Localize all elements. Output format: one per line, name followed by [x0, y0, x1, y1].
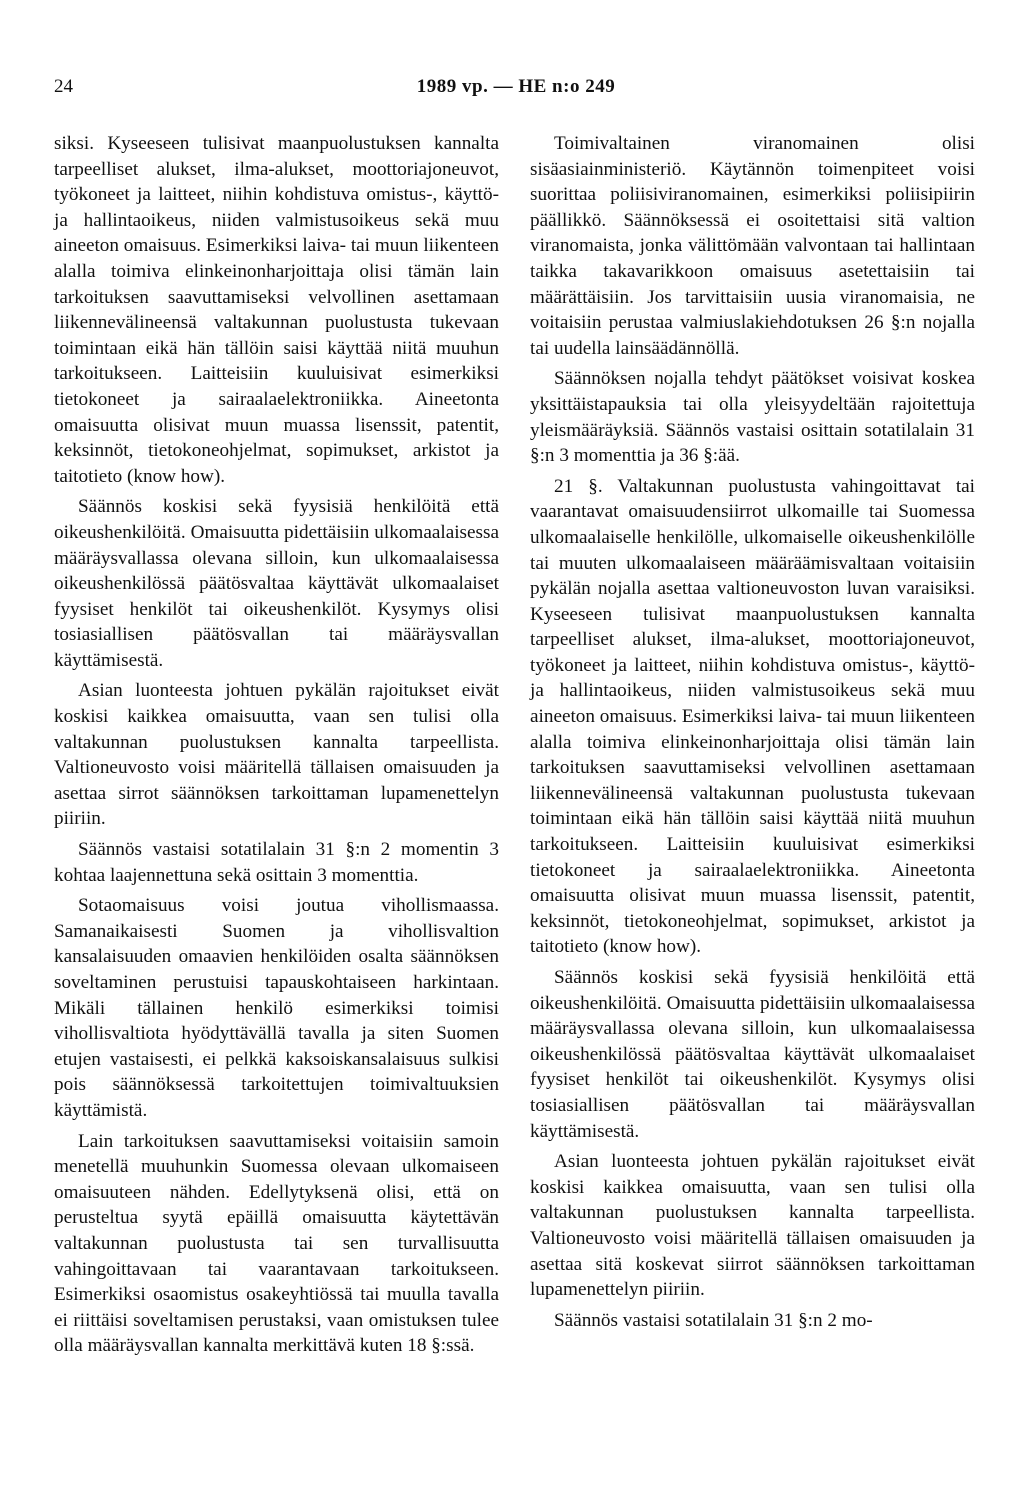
- paragraph: Sotaomaisuus voisi joutua vihollismaassa. Samanaikaisesti Suomen ja vihollisvaltion kansalaisuuden omaavien henkilöiden osalta säännöksen soveltaminen perustuisi tapauskohtaiseen harkintaan. Mikäli tällainen henkilö esimerkiksi toimisi vihollisvaltiota hyödyttävällä tavalla ja siten Suomen etujen vastaisesti, ei pelkkä kaksoiskansalaisuus sulkisi pois säännöksessä tarkoitettujen toimivaltuuksien käyttämistä.: [54, 895, 499, 1121]
- paragraph: Toimivaltainen viranomainen olisi sisäasiainministeriö. Käytännön toimenpiteet voisi suorittaa poliisiviranomainen, esimerkiksi poliisipiirin päällikkö. Säännöksessä ei osoitettaisi sitä valtion viranomaista, jonka välittömään valvontaan tai hallintaan taikka takavarikkoon omaisuus asetettaisiin tai määrättäisiin. Jos tarvittaisiin uusia viranomaisia, ne voitaisiin perustaa valmiuslakiehdotuksen 26 §:n nojalla tai uudella lainsäädännöllä.: [530, 133, 975, 359]
- paragraph: Säännös koskisi sekä fyysisiä henkilöitä että oikeushenkilöitä. Omaisuutta pidettäisiin ulkomaalaisessa määräysvallassa olevana silloin, kun ulkomaalaisessa oikeushenkilössä päätösvaltaa käyttävät ulkomaalaiset fyysiset henkilöt tai oikeushenkilöt. Kysymys olisi tosiasiallisen päätösvallan tai määräysvallan käyttämisestä.: [530, 967, 975, 1142]
- document-reference: 1989 vp. — HE n:o 249: [416, 76, 616, 97]
- page-number: 24: [54, 76, 73, 97]
- page-header: [54, 76, 978, 106]
- paragraph: Asian luonteesta johtuen pykälän rajoitukset eivät koskisi kaikkea omaisuutta, vaan sen tulisi olla valtakunnan puolustuksen kannalta tarpeellista. Valtioneuvosto voisi määritellä tällaisen omaisuuden ja asettaa sirrot säännöksen tarkoittaman lupamenettelyn piiriin.: [54, 680, 499, 830]
- paragraph: Säännös koskisi sekä fyysisiä henkilöitä että oikeushenkilöitä. Omaisuutta pidettäisiin ulkomaalaisessa määräysvallassa olevana silloin, kun ulkomaalaisessa oikeushenkilössä päätösvaltaa käyttävät ulkomaalaiset fyysiset henkilöt tai oikeushenkilöt. Kysymys olisi tosiasiallisen päätösvallan tai määräysvallan käyttämisestä.: [54, 496, 499, 671]
- paragraph: Säännös vastaisi sotatilalain 31 §:n 2 momentin 3 kohtaa laajennettuna sekä osittain 3 momenttia.: [54, 839, 499, 886]
- paragraph: Säännöksen nojalla tehdyt päätökset voisivat koskea yksittäistapauksia tai olla yleisyydeltään rajoitettuja yleismääräyksiä. Säännös vastaisi osittain sotatilalain 31 §:n 3 momenttia ja 36 §:ää.: [530, 368, 975, 467]
- left-column: [54, 131, 499, 1364]
- paragraph: 21 §. Valtakunnan puolustusta vahingoittavat tai vaarantavat omaisuudensiirrot ulkomaille tai Suomessa ulkomaalaiselle henkilölle, ulkomaiselle oikeushenkilölle tai muuten ulkomaalaiseen määräämisvaltaan voitaisiin pykälän nojalla asettaa valtioneuvoston luvan varaisiksi. Kyseeseen tulisivat maanpuolustuksen kannalta tarpeelliset alukset, ilma-alukset, moottoriajoneuvot, työkoneet ja laitteet, niihin kohdistuva omistus-, käyttö- ja hallintaoikeus, niiden valmistusoikeus sekä muu aineeton omaisuus. Esimerkiksi laiva- tai muun liikenteen alalla toimiva elinkeinonharjoittaja olisi tämän lain tarkoituksen saavuttamiseksi velvollinen asettamaan liikennevälineensä valtakunnan puolustusta tukevaan toimintaan eikä hän tällöin saisi käyttää niitä muuhun tarkoitukseen. Laitteisiin kuuluisivat esimerkiksi tietokoneet ja sairaalaelektroniikka. Aineetonta omaisuutta olisivat muun muassa lisenssit, patentit, keksinnöt, tietokoneohjelmat, sopimukset, arkistot ja taitotieto (know how).: [530, 475, 975, 958]
- paragraph: siksi. Kyseeseen tulisivat maanpuolustuksen kannalta tarpeelliset alukset, ilma-alukset, moottoriajoneuvot, työkoneet ja laitteet, niihin kohdistuva omistus-, käyttö- ja hallintaoikeus, niiden valmistusoikeus sekä muu aineeton omaisuus. Esimerkiksi laiva- tai muun liikenteen alalla toimiva elinkeinonharjoittaja olisi tämän lain tarkoituksen saavuttamiseksi velvollinen asettamaan liikennevälineensä valtakunnan puolustusta tukevaan toimintaan eikä hän tällöin saisi käyttää niitä muuhun tarkoitukseen. Laitteisiin kuuluisivat esimerkiksi tietokoneet ja sairaalaelektroniikka. Aineetonta omaisuutta olisivat muun muassa lisenssit, patentit, keksinnöt, tietokoneohjelmat, sopimukset, arkistot ja taitotieto (know how).: [54, 133, 499, 487]
- paragraph: Lain tarkoituksen saavuttamiseksi voitaisiin samoin menetellä muuhunkin Suomessa olevaan ulkomaiseen omaisuuteen nähden. Edellytyksenä olisi, että on perusteltua syytä epäillä omaisuutta käytettävän valtakunnan puolustusta tai sen turvallisuutta vahingoittavaan tai vaarantavaan tarkoitukseen. Esimerkiksi osaomistus osakeyhtiössä tai muulla tavalla ei riittäisi soveltamisen perustaksi, vaan omistuksen tulee olla määräysvallan kannalta merkittävä kuten 18 §:ssä.: [54, 1130, 499, 1357]
- right-column: [530, 131, 975, 1338]
- paragraph: Säännös vastaisi sotatilalain 31 §:n 2 mo-: [554, 1309, 873, 1331]
- paragraph: Asian luonteesta johtuen pykälän rajoitukset eivät koskisi kaikkea omaisuutta, vaan sen tulisi olla valtakunnan puolustuksen kannalta tarpeellista. Valtioneuvosto voisi määritellä tällaisen omaisuuden ja asettaa sitä koskevat siirrot säännöksen tarkoittaman lupamenettelyn piiriin.: [530, 1151, 975, 1301]
